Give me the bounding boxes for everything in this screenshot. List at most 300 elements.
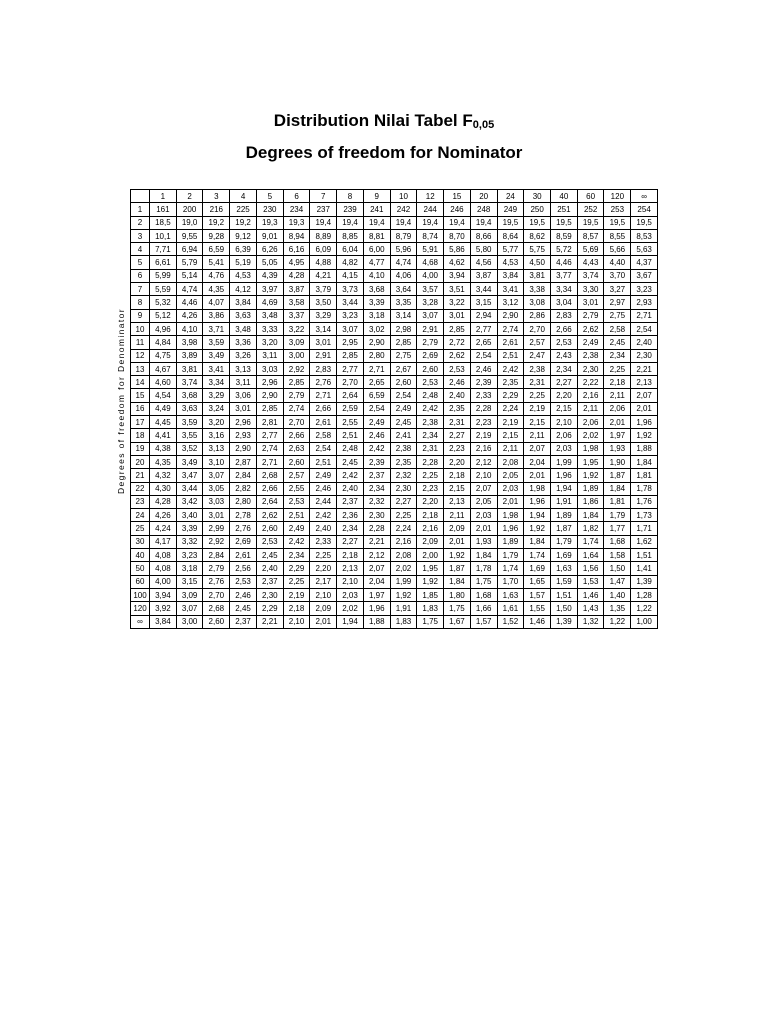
table-cell: 19,5: [604, 216, 631, 229]
table-cell: 3,67: [631, 269, 658, 282]
table-cell: 2,38: [577, 349, 604, 362]
table-cell: 2,31: [417, 442, 444, 455]
table-cell: 2,49: [577, 336, 604, 349]
table-cell: 3,36: [230, 336, 257, 349]
table-cell: 2,77: [256, 429, 283, 442]
table-cell: 4,39: [256, 269, 283, 282]
table-cell: 2,90: [497, 309, 524, 322]
table-row: [131, 256, 658, 269]
table-cell: 2,05: [470, 495, 497, 508]
table-cell: 3,22: [283, 322, 310, 335]
table-cell: 1,00: [631, 615, 658, 628]
table-cell: 2,34: [363, 482, 390, 495]
table-cell: 200: [176, 203, 203, 216]
table-cell: 4,50: [524, 256, 551, 269]
table-cell: 5,91: [417, 243, 444, 256]
table-cell: 2,31: [524, 376, 551, 389]
table-cell: 3,33: [256, 322, 283, 335]
table-cell: 3,01: [230, 402, 257, 415]
table-cell: 2,84: [230, 469, 257, 482]
table-cell: 2,70: [283, 416, 310, 429]
table-cell: 2,51: [497, 349, 524, 362]
table-cell: 3,15: [470, 296, 497, 309]
table-cell: 2,34: [417, 429, 444, 442]
table-cell: 1,81: [604, 495, 631, 508]
table-cell: 3,59: [176, 416, 203, 429]
table-cell: 1,74: [524, 549, 551, 562]
table-cell: 2,05: [497, 469, 524, 482]
table-cell: 1,98: [524, 482, 551, 495]
table-cell: 3,14: [310, 322, 337, 335]
table-cell: 1,47: [604, 575, 631, 588]
table-cell: 1,59: [551, 575, 578, 588]
table-cell: 4,10: [363, 269, 390, 282]
table-cell: 4,00: [150, 575, 177, 588]
table-cell: 2,30: [577, 362, 604, 375]
table-cell: 3,52: [176, 442, 203, 455]
table-cell: 2,04: [524, 455, 551, 468]
table-cell: 3,68: [176, 389, 203, 402]
table-cell: 1,84: [470, 549, 497, 562]
table-cell: 2,54: [390, 389, 417, 402]
row-header: 3: [131, 229, 150, 242]
table-cell: 1,78: [631, 482, 658, 495]
table-cell: 3,44: [470, 283, 497, 296]
table-row: [131, 402, 658, 415]
table-cell: 2,93: [631, 296, 658, 309]
table-cell: 3,13: [230, 362, 257, 375]
table-cell: 3,29: [310, 309, 337, 322]
table-cell: 2,79: [577, 309, 604, 322]
table-cell: 2,21: [256, 615, 283, 628]
table-cell: 250: [524, 203, 551, 216]
table-row: [131, 495, 658, 508]
table-cell: 2,49: [363, 416, 390, 429]
table-cell: 8,55: [604, 229, 631, 242]
table-cell: 4,12: [230, 283, 257, 296]
table-cell: 4,21: [310, 269, 337, 282]
table-cell: 1,84: [577, 509, 604, 522]
row-header: 18: [131, 429, 150, 442]
table-cell: 2,07: [363, 562, 390, 575]
column-header: 4: [230, 190, 257, 203]
table-title-subscript: 0,05: [472, 119, 495, 131]
table-row: [131, 362, 658, 375]
table-cell: 2,23: [470, 416, 497, 429]
table-cell: 3,73: [337, 283, 364, 296]
table-cell: 3,42: [176, 495, 203, 508]
table-row: [131, 522, 658, 535]
table-cell: 2,62: [256, 509, 283, 522]
table-cell: 4,53: [230, 269, 257, 282]
table-cell: 2,46: [470, 362, 497, 375]
row-header: 13: [131, 362, 150, 375]
table-cell: 2,91: [310, 349, 337, 362]
table-cell: 1,46: [577, 588, 604, 601]
table-cell: 8,85: [337, 229, 364, 242]
table-cell: 2,48: [337, 442, 364, 455]
table-cell: 3,15: [176, 575, 203, 588]
table-cell: 1,87: [551, 522, 578, 535]
table-cell: 5,99: [150, 269, 177, 282]
table-cell: 4,49: [150, 402, 177, 415]
table-title: [0, 111, 768, 131]
table-cell: 8,79: [390, 229, 417, 242]
table-cell: 3,23: [631, 283, 658, 296]
table-cell: 2,45: [604, 336, 631, 349]
table-cell: 249: [497, 203, 524, 216]
table-cell: 2,01: [310, 615, 337, 628]
table-cell: 1,91: [390, 602, 417, 615]
table-cell: 3,92: [150, 602, 177, 615]
table-cell: 2,32: [363, 495, 390, 508]
table-cell: 3,01: [203, 509, 230, 522]
table-cell: 161: [150, 203, 177, 216]
table-cell: 2,15: [524, 416, 551, 429]
header-row: [131, 190, 658, 203]
table-cell: 4,08: [150, 549, 177, 562]
row-header: 7: [131, 283, 150, 296]
table-cell: 2,81: [256, 416, 283, 429]
table-cell: 8,57: [577, 229, 604, 242]
table-cell: 2,40: [337, 482, 364, 495]
table-cell: 5,66: [604, 243, 631, 256]
table-cell: 1,87: [604, 469, 631, 482]
table-cell: 8,53: [631, 229, 658, 242]
table-cell: 2,20: [310, 562, 337, 575]
table-cell: 3,39: [363, 296, 390, 309]
table-cell: 2,10: [470, 469, 497, 482]
table-cell: 1,84: [604, 482, 631, 495]
table-cell: 3,03: [256, 362, 283, 375]
table-cell: 19,5: [577, 216, 604, 229]
table-cell: 2,18: [337, 549, 364, 562]
table-row: [131, 535, 658, 548]
table-cell: 2,27: [337, 535, 364, 548]
table-cell: 2,55: [283, 482, 310, 495]
table-cell: 1,80: [444, 588, 471, 601]
table-cell: 4,84: [150, 336, 177, 349]
table-cell: 2,82: [230, 482, 257, 495]
table-cell: 19,4: [417, 216, 444, 229]
table-cell: 4,17: [150, 535, 177, 548]
table-cell: 2,57: [283, 469, 310, 482]
table-cell: 2,54: [310, 442, 337, 455]
table-cell: 5,79: [176, 256, 203, 269]
row-header: 30: [131, 535, 150, 548]
table-cell: 4,45: [150, 416, 177, 429]
table-cell: 1,83: [390, 615, 417, 628]
table-cell: 2,11: [444, 509, 471, 522]
table-cell: 2,49: [283, 522, 310, 535]
table-cell: 1,77: [604, 522, 631, 535]
table-cell: 251: [551, 203, 578, 216]
table-cell: 5,05: [256, 256, 283, 269]
table-cell: 1,97: [363, 588, 390, 601]
table-cell: 1,94: [337, 615, 364, 628]
table-cell: 3,27: [604, 283, 631, 296]
table-cell: 3,55: [176, 429, 203, 442]
table-cell: 2,30: [631, 349, 658, 362]
table-cell: 2,36: [337, 509, 364, 522]
table-cell: 1,79: [497, 549, 524, 562]
table-cell: 2,07: [470, 482, 497, 495]
column-header: 30: [524, 190, 551, 203]
table-cell: 1,92: [524, 522, 551, 535]
table-cell: 2,09: [310, 602, 337, 615]
table-cell: 2,13: [444, 495, 471, 508]
table-cell: 2,75: [390, 349, 417, 362]
table-row: [131, 615, 658, 628]
table-cell: 2,51: [283, 509, 310, 522]
table-cell: 4,60: [150, 376, 177, 389]
table-cell: 2,29: [256, 602, 283, 615]
table-cell: 2,34: [283, 549, 310, 562]
table-cell: 2,58: [604, 322, 631, 335]
table-cell: 2,85: [283, 376, 310, 389]
table-cell: 2,70: [337, 376, 364, 389]
table-cell: 2,84: [203, 549, 230, 562]
table-cell: 2,40: [444, 389, 471, 402]
table-cell: 3,04: [551, 296, 578, 309]
table-cell: 2,54: [363, 402, 390, 415]
table-cell: 2,76: [203, 575, 230, 588]
table-cell: 2,90: [256, 389, 283, 402]
table-cell: 2,45: [256, 549, 283, 562]
table-cell: 19,3: [283, 216, 310, 229]
table-cell: 2,23: [444, 442, 471, 455]
table-cell: 1,93: [604, 442, 631, 455]
table-cell: 2,08: [390, 549, 417, 562]
table-cell: 2,18: [283, 602, 310, 615]
table-cell: 4,56: [470, 256, 497, 269]
row-header: ∞: [131, 615, 150, 628]
table-cell: 4,43: [577, 256, 604, 269]
table-cell: 3,51: [444, 283, 471, 296]
table-cell: 1,88: [631, 442, 658, 455]
table-cell: 2,46: [310, 482, 337, 495]
row-header: 16: [131, 402, 150, 415]
table-cell: 2,92: [283, 362, 310, 375]
table-cell: 2,19: [470, 429, 497, 442]
table-cell: 2,79: [417, 336, 444, 349]
table-cell: 3,32: [176, 535, 203, 548]
table-cell: 4,26: [176, 309, 203, 322]
table-cell: 4,35: [203, 283, 230, 296]
table-cell: 8,89: [310, 229, 337, 242]
row-header: 100: [131, 588, 150, 601]
column-header: 7: [310, 190, 337, 203]
row-header: 23: [131, 495, 150, 508]
table-cell: 2,70: [203, 588, 230, 601]
table-row: [131, 416, 658, 429]
table-cell: 1,61: [497, 602, 524, 615]
table-cell: 4,00: [417, 269, 444, 282]
table-cell: 2,37: [230, 615, 257, 628]
table-cell: 2,02: [577, 429, 604, 442]
table-cell: 3,00: [176, 615, 203, 628]
row-header: 10: [131, 322, 150, 335]
table-cell: 8,74: [417, 229, 444, 242]
table-cell: 3,09: [176, 588, 203, 601]
row-header: 14: [131, 376, 150, 389]
table-cell: 2,28: [470, 402, 497, 415]
table-cell: 1,92: [577, 469, 604, 482]
table-cell: 6,26: [256, 243, 283, 256]
table-cell: 1,57: [524, 588, 551, 601]
table-cell: 3,01: [577, 296, 604, 309]
table-cell: 246: [444, 203, 471, 216]
column-header: 20: [470, 190, 497, 203]
table-cell: 19,4: [470, 216, 497, 229]
table-cell: 4,24: [150, 522, 177, 535]
table-cell: 4,82: [337, 256, 364, 269]
table-cell: 2,07: [524, 442, 551, 455]
table-cell: 2,41: [390, 429, 417, 442]
table-cell: 19,4: [444, 216, 471, 229]
table-cell: 1,89: [497, 535, 524, 548]
table-cell: 2,53: [444, 362, 471, 375]
column-header: 12: [417, 190, 444, 203]
table-cell: 5,12: [150, 309, 177, 322]
table-cell: 19,5: [524, 216, 551, 229]
table-row: [131, 389, 658, 402]
table-cell: 1,46: [524, 615, 551, 628]
table-cell: 2,71: [363, 362, 390, 375]
table-row: [131, 562, 658, 575]
table-cell: 4,74: [176, 283, 203, 296]
table-cell: 216: [203, 203, 230, 216]
table-row: [131, 482, 658, 495]
table-cell: 3,50: [310, 296, 337, 309]
table-cell: 2,09: [444, 522, 471, 535]
table-cell: 1,71: [631, 522, 658, 535]
table-cell: 1,92: [390, 588, 417, 601]
table-row: [131, 549, 658, 562]
table-cell: 2,55: [337, 416, 364, 429]
table-cell: 1,87: [444, 562, 471, 575]
table-cell: 2,69: [230, 535, 257, 548]
table-cell: 19,5: [497, 216, 524, 229]
table-cell: 3,26: [230, 349, 257, 362]
table-cell: 2,25: [417, 469, 444, 482]
table-cell: 3,63: [176, 402, 203, 415]
table-cell: 2,00: [417, 549, 444, 562]
table-cell: 2,62: [577, 322, 604, 335]
table-cell: 2,17: [310, 575, 337, 588]
table-cell: 6,04: [337, 243, 364, 256]
table-cell: 2,03: [337, 588, 364, 601]
table-cell: 5,96: [390, 243, 417, 256]
table-cell: 2,01: [524, 469, 551, 482]
table-cell: 2,18: [444, 469, 471, 482]
table-cell: 2,66: [310, 402, 337, 415]
table-cell: 2,66: [256, 482, 283, 495]
table-cell: 2,65: [470, 336, 497, 349]
table-cell: 2,80: [363, 349, 390, 362]
table-cell: 2,53: [283, 495, 310, 508]
table-cell: 1,92: [631, 429, 658, 442]
table-cell: 3,79: [310, 283, 337, 296]
table-cell: 1,73: [631, 509, 658, 522]
table-cell: 2,10: [310, 588, 337, 601]
table-cell: 1,82: [577, 522, 604, 535]
table-cell: 2,16: [390, 535, 417, 548]
table-cell: 1,39: [551, 615, 578, 628]
row-header: 12: [131, 349, 150, 362]
table-cell: 1,83: [417, 602, 444, 615]
table-cell: 1,98: [497, 509, 524, 522]
table-cell: 2,10: [551, 416, 578, 429]
table-cell: 4,88: [310, 256, 337, 269]
table-cell: 1,35: [604, 602, 631, 615]
table-cell: 1,96: [631, 416, 658, 429]
table-cell: 2,53: [230, 575, 257, 588]
table-cell: 2,68: [256, 469, 283, 482]
table-cell: 2,16: [470, 442, 497, 455]
table-cell: 2,03: [551, 442, 578, 455]
table-cell: 2,29: [283, 562, 310, 575]
table-cell: 3,40: [176, 509, 203, 522]
table-cell: 2,67: [390, 362, 417, 375]
table-cell: 2,38: [524, 362, 551, 375]
table-cell: 4,96: [150, 322, 177, 335]
table-cell: 1,79: [604, 509, 631, 522]
table-cell: 1,85: [417, 588, 444, 601]
table-cell: 5,72: [551, 243, 578, 256]
table-cell: 2,01: [470, 522, 497, 535]
column-header: 2: [176, 190, 203, 203]
table-cell: 2,71: [631, 309, 658, 322]
table-cell: 3,58: [283, 296, 310, 309]
table-cell: 2,11: [497, 442, 524, 455]
table-cell: 2,72: [444, 336, 471, 349]
table-cell: 1,75: [417, 615, 444, 628]
table-cell: 2,53: [417, 376, 444, 389]
table-cell: 1,92: [444, 549, 471, 562]
table-cell: 3,23: [176, 549, 203, 562]
table-cell: 2,95: [337, 336, 364, 349]
table-cell: 3,01: [444, 309, 471, 322]
table-cell: 2,62: [444, 349, 471, 362]
table-cell: 2,19: [283, 588, 310, 601]
table-cell: 7,71: [150, 243, 177, 256]
table-cell: 1,22: [604, 615, 631, 628]
table-cell: 1,63: [551, 562, 578, 575]
table-cell: 3,71: [203, 322, 230, 335]
table-cell: 2,06: [551, 429, 578, 442]
table-cell: 2,51: [310, 455, 337, 468]
table-cell: 8,94: [283, 229, 310, 242]
table-row: [131, 296, 658, 309]
table-cell: 2,28: [363, 522, 390, 535]
column-header: 9: [363, 190, 390, 203]
table-cell: 2,15: [444, 482, 471, 495]
column-header: 40: [551, 190, 578, 203]
table-cell: 1,98: [577, 442, 604, 455]
table-cell: 3,10: [203, 455, 230, 468]
table-cell: 3,38: [524, 283, 551, 296]
table-cell: 2,21: [363, 535, 390, 548]
table-cell: 1,39: [631, 575, 658, 588]
table-cell: 2,34: [337, 522, 364, 535]
table-cell: 230: [256, 203, 283, 216]
table-cell: 3,05: [203, 482, 230, 495]
table-row: [131, 229, 658, 242]
table-cell: 2,59: [337, 402, 364, 415]
table-cell: 2,03: [497, 482, 524, 495]
table-cell: 2,87: [230, 455, 257, 468]
